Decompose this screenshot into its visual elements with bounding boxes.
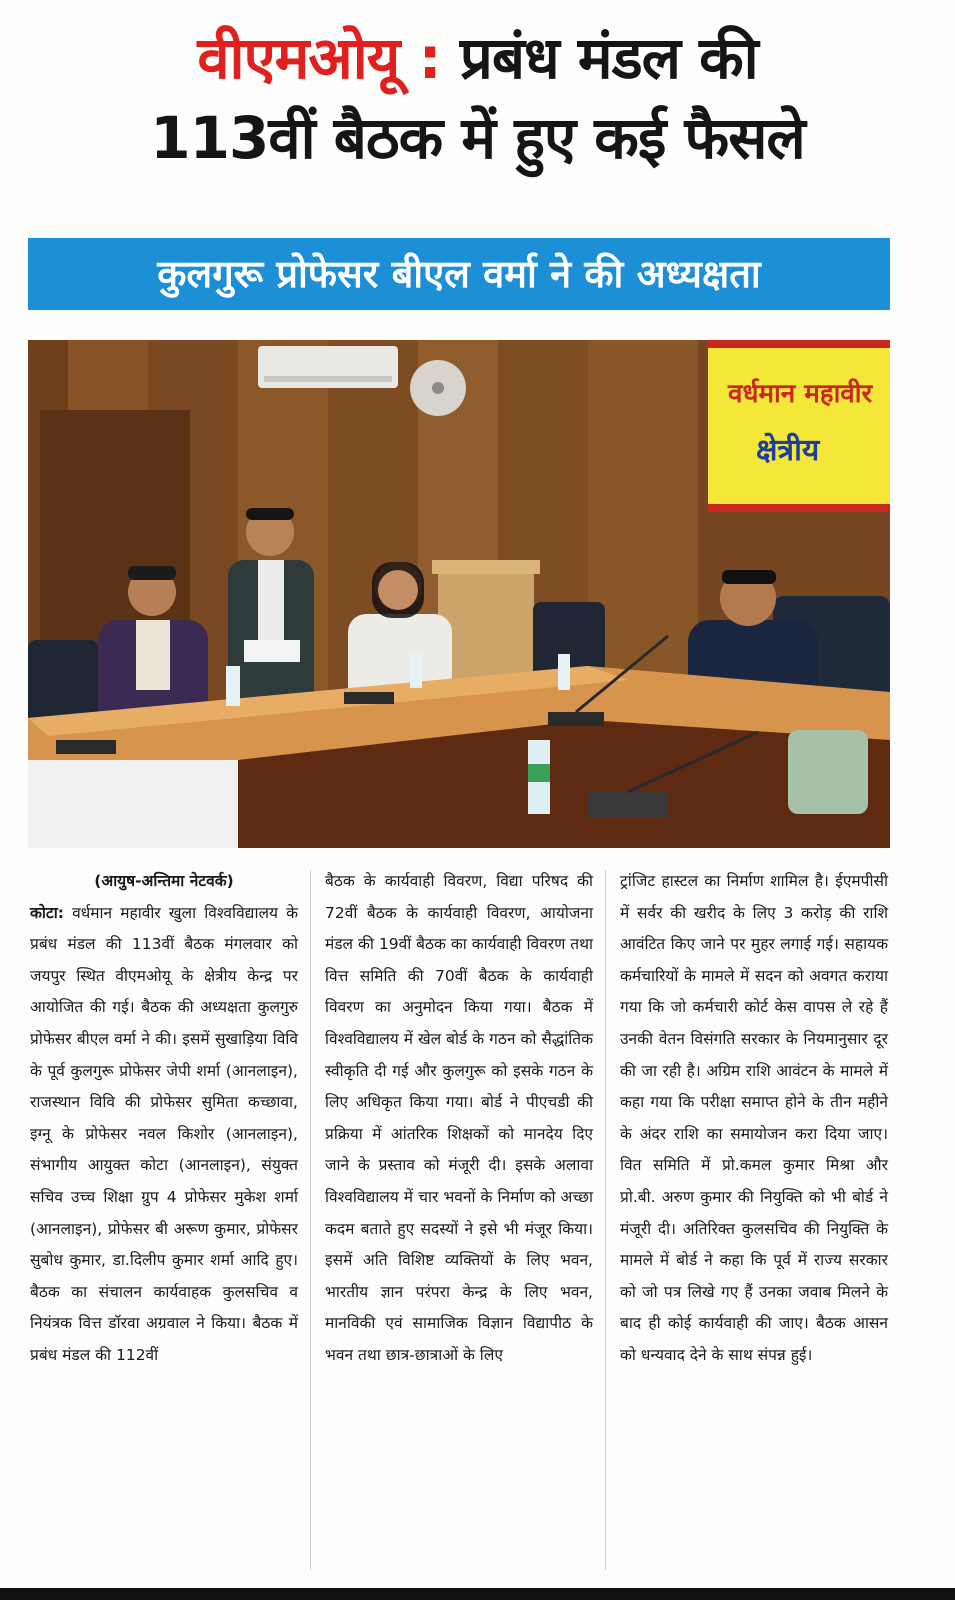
handbag bbox=[788, 730, 868, 814]
byline: (आयुष-अन्तिमा नेटवर्क) bbox=[94, 872, 234, 890]
headline bbox=[20, 18, 935, 178]
banner-line-1: वर्धमान महावीर bbox=[728, 379, 873, 409]
article-text-2: बैठक के कार्यवाही विवरण, विद्या परिषद की 72वीं बैठक के कार्यवाही विवरण, आयोजना मंडल की 19वीं बैठक का कार्यवाही विवरण तथा वित्त समिति की 70वीं बैठक के कार्यवाही विवरण का अनुमोदन किया गया। बैठक में विश्वविद्यालय में खेल बोर्ड के गठन को सैद्धांतिक स्वीकृति दी गई और कुलगुरू को इसके गठन के लिए अधिकृत किया गया। बोर्ड ने पीएचडी की प्रक्रिया में आंतरिक शिक्षकों को मानदेय दिए जाने के प्रस्ताव को मंजूरी दी। इसके अलावा विश्वविद्यालय में चार भवनों के निर्माण को अच्छा कदम बताते हुए सदस्यों ने इसे भी मंजूर किया। इसमें अति विशिष्ट व्यक्तियों के लिए भवन, भारतीय ज्ञान परंपरा केन्द्र के लिए भवन, मानविकी एवं सामाजिक विज्ञान विद्यापीठ के भवन तथा छात्र-छात्राओं के लिए bbox=[325, 872, 593, 1364]
banner-line-2: क्षेत्रीय bbox=[756, 433, 820, 468]
subheadline-bar: कुलगुरू प्रोफेसर बीएल वर्मा ने की अध्यक्षता bbox=[28, 238, 890, 310]
headline-line-2: 113वीं बैठक में हुए कई फैसले bbox=[150, 104, 805, 172]
article-column-3 bbox=[620, 866, 888, 1372]
article-text-1: वर्धमान महावीर खुला विश्वविद्यालय के प्रबंध मंडल की 113वीं बैठक मंगलवार को जयपुर स्थित वीएमओयू के क्षेत्रीय केन्द्र पर आयोजित की गई। बैठक की अध्यक्षता कुलगुरु प्रोफेसर बीएल वर्मा ने की। इसमें सुखाड़िया विवि के पूर्व कुलगुरू प्रोफेसर जेपी शर्मा (आनलाइन), राजस्थान विवि की प्रोफेसर सुमिता कच्छावा, इग्नू के प्रोफेसर नवल किशोर (आनलाइन), संभागीय आयुक्त कोटा (आनलाइन), संयुक्त सचिव उच्च शिक्षा ग्रुप 4 प्रोफेसर मुकेश शर्मा (आनलाइन), प्रोफेसर बी अरूण कुमार, प्रोफेसर सुबोध कुमार, डा.दिलीप कुमार शर्मा आदि हुए। बैठक का संचालन कार्यवाहक कुलसचिव व नियंत्रक वित्त डॉरवा अग्रवाल ने किया। बैठक में प्रबंध मंडल की 112वीं bbox=[30, 903, 298, 1364]
bottom-rule bbox=[0, 1588, 955, 1600]
article-text-3: ट्रांजिट हास्टल का निर्माण शामिल है। ईएमपीसी में सर्वर की खरीद के लिए 3 करोड़ की राशि आवंटित किए जाने पर मुहर लगाई गई। सहायक कर्मचारियों के मामले में सदन को अवगत कराया गया कि जो कर्मचारी कोर्ट केस वापस ले रहे हैं उनकी वेतन विसंगति सरकार के नियमानुसार दूर की जा रही है। अग्रिम राशि आवंटन के मामले में कहा गया कि परीक्षा समाप्त होने के तीन महीने के अंदर राशि का समायोजन करा दिया जाए। वित समिति में प्रो.कमल कुमार मिश्रा और प्रो.बी. अरुण कुमार की नियुक्ति को भी बोर्ड ने मंजूरी दी। अतिरिक्त कुलसचिव की नियुक्ति के मामले में बोर्ड ने कहा कि पूर्व में राज्य सरकार को जो पत्र लिखे गए हैं उनका जवाब मिलने के बाद ही कोई कार्यवाही की जाए। बैठक आसन को धन्यवाद देने के साथ संपन्न हुई। bbox=[620, 872, 888, 1364]
dateline: कोटा: bbox=[30, 903, 64, 922]
banner bbox=[708, 340, 890, 512]
headline-black-part: प्रबंध मंडल की bbox=[459, 24, 758, 92]
article-column-2 bbox=[325, 866, 593, 1372]
headline-red-part: वीएमओयू : bbox=[197, 24, 441, 92]
article-column-1 bbox=[30, 866, 298, 1372]
headline-line-1 bbox=[20, 18, 935, 98]
meeting-photo bbox=[28, 340, 890, 848]
column-divider bbox=[605, 870, 606, 1570]
column-divider bbox=[310, 870, 311, 1570]
